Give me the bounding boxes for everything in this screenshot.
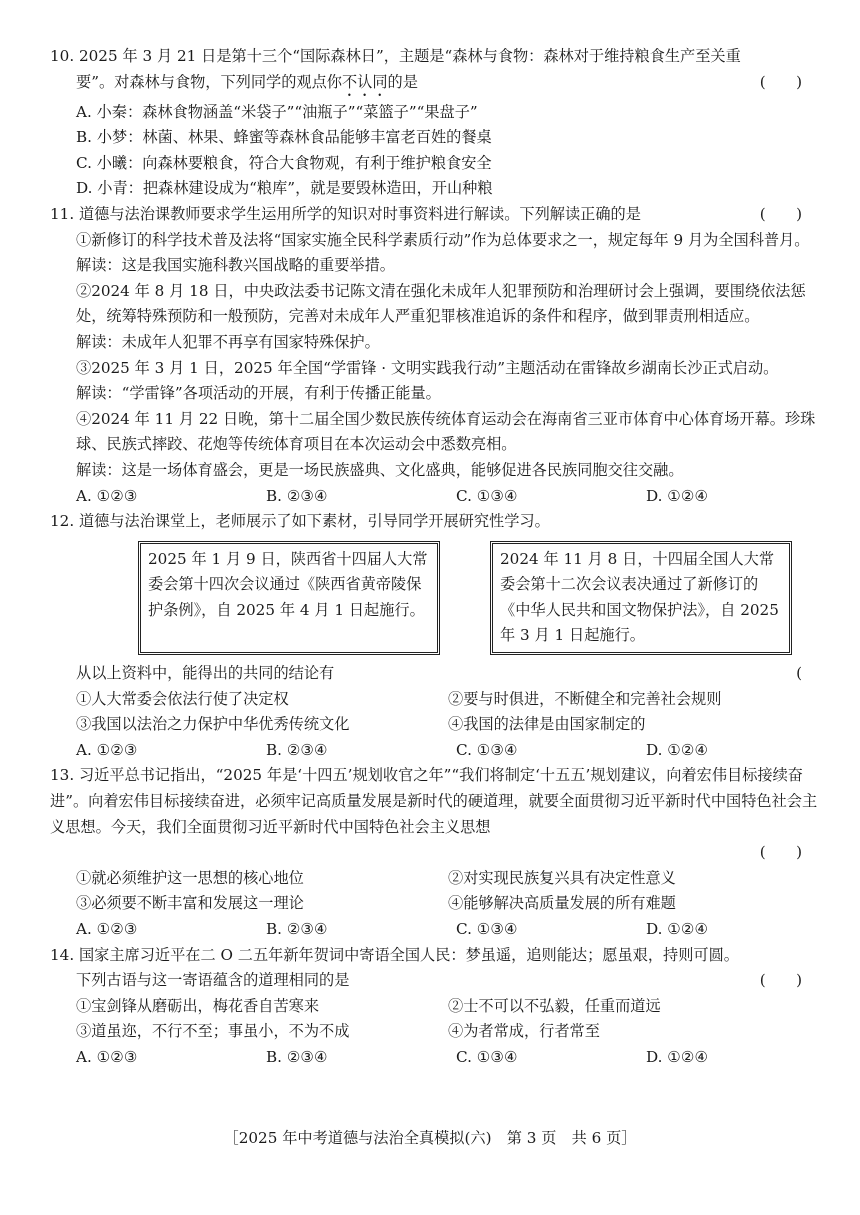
q11-interp-3: 解读：“学雷锋”各项活动的开展，有利于传播正能量。 [76, 384, 441, 403]
q11-interp-4: 解读：这是一场体育盛会，更是一场民族盛典、文化盛典，能够促进各民族同胞交往交融。 [76, 460, 684, 479]
q10-option-c: C. 小曦：向森林要粮食，符合大食物观，有利于维护粮食安全 [76, 153, 492, 172]
q12-options-row2 [50, 712, 820, 738]
q11-stem: 11. 道德与法治课教师要求学生运用所学的知识对时事资料进行解读。下列解读正确的是 [50, 204, 641, 223]
q11-item-2: ②2024 年 8 月 18 日，中央政法委书记陈文清在强化未成年人犯罪预防和治理研讨会上强调，要围绕依法惩处，统筹特殊预防和一般预防，完善对未成年人严重犯罪核准追诉的条件和程序，做到罪责刑相适应。 [76, 281, 806, 326]
q13-option-1: ①就必须维护这一思想的核心地位 [76, 868, 304, 887]
q10-stem-line1: 10. 2025 年 3 月 21 日是第十三个“国际森林日”，主题是“森林与食物：森林对于维持粮食生产至关重 [50, 47, 741, 65]
q10-stem-end: 的是 [387, 72, 418, 91]
q11-stem-line [50, 202, 820, 228]
question-10 [50, 44, 820, 202]
q11-interp-1: 解读：这是我国实施科教兴国战略的重要举措。 [76, 256, 395, 275]
q11-choice-c: C. ①③④ [456, 486, 518, 505]
q14-option-2: ②士不可以不弘毅，任重而道远 [448, 996, 661, 1015]
q12-answer-paren: ( [796, 664, 802, 683]
q10-stem-line2 [50, 70, 820, 100]
question-12 [50, 509, 820, 763]
q14-option-3: ③道虽迩，不行不至；事虽小，不为不成 [76, 1022, 350, 1041]
q13-option-3: ③必须要不断丰富和发展这一理论 [76, 894, 304, 913]
q13-stem [50, 763, 820, 840]
q11-item-4: ④2024 年 11 月 22 日晚，第十二届全国少数民族传统体育运动会在海南省三亚市体育中心体育场开幕。珍珠球、民族式摔跤、花炮等传统体育项目在本次运动会中悉数亮相。 [76, 409, 816, 454]
q12-option-2: ②要与时俱进，不断健全和完善社会规则 [448, 689, 722, 708]
q12-choices [50, 738, 820, 764]
q12-stem: 12. 道德与法治课堂上，老师展示了如下素材，引导同学开展研究性学习。 [50, 512, 550, 531]
q10-option-a: A. 小秦：森林食物涵盖“米袋子”“油瓶子”“菜篮子”“果盘子” [76, 102, 478, 121]
q14-option-1: ①宝剑锋从磨砺出，梅花香自苦寒来 [76, 996, 319, 1015]
q11-choices [50, 484, 820, 510]
q10-emphasis: 不认同 [341, 72, 388, 91]
q11-choice-a: A. ①②③ [76, 486, 138, 505]
q14-answer-paren: ( ) [759, 971, 802, 990]
q13-choice-c: C. ①③④ [456, 920, 518, 938]
q13-stem-text: 13. 习近平总书记指出，“2025 年是‘十四五’规划收官之年”“我们将制定‘十五五’规划建议，向着宏伟目标接续奋进”。向着宏伟目标接续奋进，必须牢记高质量发展是新时代的硬道理，就要全面贯彻习近平新时代中国特色社会主义思想。今天，我们全面贯彻习近平新时代中国特色社会主义思想 [50, 766, 818, 836]
q11-item-3: ③2025 年 3 月 1 日，2025 年全国“学雷锋 · 文明实践我行动”主题活动在雷锋故乡湖南长沙正式启动。 [76, 358, 779, 377]
q13-options-row2 [50, 891, 820, 917]
q12-material-boxes [50, 541, 820, 655]
q10-stem-text: 要”。对森林与食物，下列同学的观点你 [76, 72, 342, 91]
q11-choice-b: B. ②③④ [266, 486, 328, 505]
q12-option-3: ③我国以法治之力保护中华优秀传统文化 [76, 715, 350, 734]
q13-choice-d: D. ①②④ [646, 920, 709, 938]
q12-question: 从以上资料中，能得出的共同的结论有 [76, 664, 335, 683]
q12-choice-c: C. ①③④ [456, 740, 518, 759]
q13-choice-b: B. ②③④ [266, 920, 328, 938]
q13-choice-a: A. ①②③ [76, 920, 138, 938]
q14-stem-line2 [50, 968, 820, 994]
q14-choice-a: A. ①②③ [76, 1047, 138, 1066]
question-14 [50, 943, 820, 1071]
q14-stem-line1: 14. 国家主席习近平在二 O 二五年新年贺词中寄语全国人民：梦虽遥，追则能达；愿虽艰，持则可圆。 [50, 945, 739, 964]
q14-choice-c: C. ①③④ [456, 1047, 518, 1066]
question-11 [50, 202, 820, 509]
q14-option-4: ④为者常成，行者常至 [448, 1022, 600, 1041]
q13-options-row1 [50, 866, 820, 892]
question-13 [50, 763, 820, 942]
page-footer: ［2025 年中考道德与法治全真模拟(六) 第 3 页 共 6 页］ [223, 1129, 637, 1147]
q14-options-row2 [50, 1019, 820, 1045]
q13-answer-paren: ( ) [759, 843, 802, 862]
q11-item-1: ①新修订的科学技术普及法将“国家实施全民科学素质行动”作为总体要求之一，规定每年 9 月为全国科普月。 [76, 230, 810, 249]
q11-interp-2: 解读：未成年人犯罪不再享有国家特殊保护。 [76, 332, 380, 351]
q12-choice-d: D. ①②④ [646, 740, 709, 759]
q10-option-b: B. 小梦：林菌、林果、蜂蜜等森林食品能够丰富老百姓的餐桌 [76, 128, 492, 147]
q12-option-4: ④我国的法律是由国家制定的 [448, 715, 646, 734]
q14-choices [50, 1045, 820, 1071]
q12-option-1: ①人大常委会依法行使了决定权 [76, 689, 289, 708]
q12-options-row1 [50, 687, 820, 713]
q12-question-line [50, 661, 820, 687]
q14-stem-text: 下列古语与这一寄语蕴含的道理相同的是 [76, 971, 350, 990]
q13-option-4: ④能够解决高质量发展的所有难题 [448, 894, 676, 913]
q12-choice-a: A. ①②③ [76, 740, 138, 759]
q14-options-row1 [50, 994, 820, 1020]
q14-choice-d: D. ①②④ [646, 1047, 709, 1066]
q13-paren-line [50, 840, 820, 866]
q11-answer-paren: ( ) [759, 204, 802, 223]
q10-answer-paren: ( ) [759, 72, 802, 91]
q10-option-d: D. 小青：把森林建设成为“粮库”，就是要毁林造田，开山种粮 [76, 179, 493, 198]
q12-material-box-2: 2024 年 11 月 8 日，十四届全国人大常委会第十二次会议表决通过了新修订的《中华人民共和国文物保护法》，自 2025 年 3 月 1 日起施行。 [490, 541, 792, 655]
q13-option-2: ②对实现民族复兴具有决定性意义 [448, 868, 676, 887]
q14-choice-b: B. ②③④ [266, 1047, 328, 1066]
q13-choices [50, 917, 820, 943]
exam-page [50, 44, 820, 1071]
q12-choice-b: B. ②③④ [266, 740, 328, 759]
q11-choice-d: D. ①②④ [646, 486, 709, 505]
q12-material-box-1: 2025 年 1 月 9 日，陕西省十四届人大常委会第十四次会议通过《陕西省黄帝陵保护条例》，自 2025 年 4 月 1 日起施行。 [138, 541, 440, 655]
